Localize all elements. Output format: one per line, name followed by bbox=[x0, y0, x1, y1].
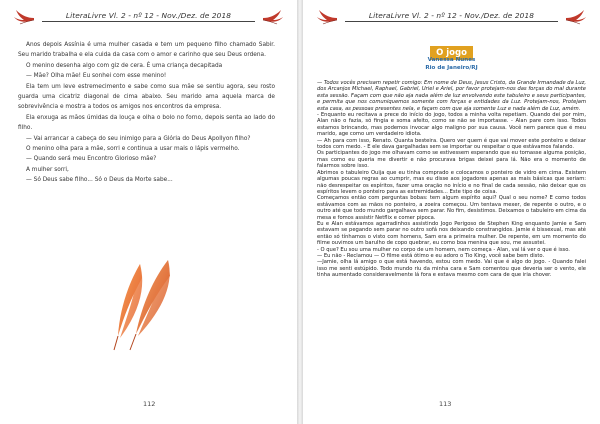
paragraph: — Quando será meu Encontro Glorioso mãe? bbox=[26, 156, 157, 163]
header-title: LiteraLivre Vl. 2 - nº 12 - Nov./Dez. de 2018 bbox=[368, 11, 535, 20]
page-number: 113 bbox=[439, 400, 452, 408]
paragraph: - O que? Eu sou uma mulher no corpo de um homem, nem começa - Alan, vai lá ver o que é isso. bbox=[317, 246, 570, 253]
paragraph: — Mãe? Olha mãe! Eu sonhei com esse menino! bbox=[26, 73, 167, 80]
paragraph: Abrimos o tabuleiro Ouija que eu tinha comprado e colocamos o ponteiro de vidro em cima. Existem algumas poucas regras ao cumprir, mas eu disse aos jogadores apenas as mais básicas que seriam: não desrespeitar os espíritos, fazer uma oração no início e no final de cada sessão, não deixar que os espíritos levem o ponteiro para as extremidades... Este tipo de coisa. bbox=[317, 169, 586, 195]
author-location: Rio de Janeiro/RJ bbox=[425, 64, 478, 71]
paragraph: Ela enxuga as mãos úmidas da louça e olha o bolo no forno, depois senta ao lado do filho. bbox=[18, 114, 275, 132]
left-page bbox=[0, 0, 297, 424]
story-author bbox=[303, 57, 600, 72]
paragraph: O menino olha para a mãe, sorri e continua a usar mais o lápis vermelho. bbox=[26, 146, 240, 153]
page-number: 112 bbox=[143, 400, 156, 408]
paragraph: Anos depois Assínia é uma mulher casada e tem um pequeno filho chamado Sabir. Seu marido trabalha e ela cuida da casa com o amor e carinho que seu Deus ordena. bbox=[18, 42, 275, 59]
header-rule bbox=[345, 21, 558, 22]
paragraph: — Ah para com isso, Renato. Quanta besteira. Quero ver quem é que vai mover este ponteiro e deixar todos com medo. - E ele dava gargalhadas sem se importar ou respeitar o que estávamos falando. bbox=[317, 137, 586, 151]
header-rule bbox=[42, 21, 255, 22]
right-header bbox=[313, 6, 590, 28]
paragraph: — Vai arrancar a cabeça do seu inimigo para a Glória do Deus Apollyon filho? bbox=[26, 135, 251, 142]
paragraph: Eu e Alan estávamos agarradinhos assistindo Jogo Perigoso de Stephen King enquanto Jamie e Sam estavam se pegando sem parar no outro sofá nos deixando constrangidos. Jamie é bissexual, mas até então só tínhamos o visto com homens, Sam era a primeira mulher. De repente, em um momento do filme ouvimos um barulho de copo quebrar, eu como boa menina que sou, me assustei. bbox=[317, 220, 586, 247]
author-name: Vanessa Nunes bbox=[427, 57, 476, 63]
paragraph: — Só Deus sabe filho... Só o Deus da Morte sabe... bbox=[26, 177, 173, 184]
paragraph: - Enquanto eu recitava a prece do início do jogo, todos a minha volta repetiam. Quando dei por mim, Alan não o fazia, só fingia e soma afeito, como se não se importasse. - Alan pare com isso. Todos estamos brincando, mas podemos invocar algo maligno por sua causa. Você nem parece que é meu marido, age como um verdadeiro idiota. bbox=[317, 112, 586, 138]
paragraph: A mulher sorri, bbox=[26, 166, 69, 173]
right-body-text bbox=[317, 80, 586, 279]
left-header bbox=[10, 6, 287, 28]
paragraph: Os participantes do jogo me olhavam como se estivessem esperando que eu tomasse alguma posição, mas como eu queria me divertir e não procurava brigas deixei para lá. Não era o momento de falarmos sobre isso. bbox=[317, 150, 586, 170]
feather-illustration-icon bbox=[110, 256, 190, 356]
paragraph: O menino desenha algo com giz de cera. É uma criança decapitada bbox=[26, 62, 223, 69]
right-page bbox=[303, 0, 600, 424]
paragraph: — Eu não - Reclamou — O filme está ótimo e eu adoro o Tio King, você sabe bem disto. bbox=[317, 252, 545, 259]
paragraph: —Jamie, olha lá amigo o que está havendo, estou com medo. Vai que é algo do jogo. - Quando falei isso me senti estúpido. Todo mundo riu da minha cara e Sam comentou que deveria ser o vento, ele tinha aumentado consideravelmente lá fora e estava mesmo com cara de que iria chover. bbox=[317, 259, 586, 279]
left-body-text bbox=[18, 40, 275, 186]
header-title: LiteraLivre Vl. 2 - nº 12 - Nov./Dez. de 2018 bbox=[65, 11, 232, 20]
paragraph: Começamos então com perguntas bobas: tem algum espírito aqui? Qual o seu nome? E como todos estávamos com as mãos no ponteiro, a zoeira começou. Um tentava mexer, de repente o outro, e o outro até que todo mundo gargalhava sem parar. No fim, desistimos. Deixamos o tabuleiro em cima da mesa e fomos assistir Netflix e comer pipoca. bbox=[317, 195, 586, 221]
story-title: O jogo bbox=[430, 46, 473, 60]
paragraph: Ela tem um leve estremecimento e sabe como sua mãe se sentiu agora, seu rosto guarda uma cicatriz diagonal de cima abaixo. Seu marido ama aquela marca de sobrevivência e mostra a todos os amigos nos encontros da empresa. bbox=[18, 83, 275, 111]
paragraph: — Todos vocês precisam repetir comigo: Em nome de Deus, Jesus Cristo, da Grande Irmandade da Luz, dos Arcanjos Michael, Raphael, Gabriel, Uriel e Ariel, por favor protejam-nos das forças do mal durante esta sessão. Façam com que não aja nada além de luz envolvendo este tabuleiro e seus participantes, e permita que nos comuniquemos somente com forças e entidades da Luz. Protejam-nos, Protejam esta casa, as pessoas presentes nela, e façam com que aja somente Luz e nada além de Luz, amém. bbox=[317, 80, 586, 112]
